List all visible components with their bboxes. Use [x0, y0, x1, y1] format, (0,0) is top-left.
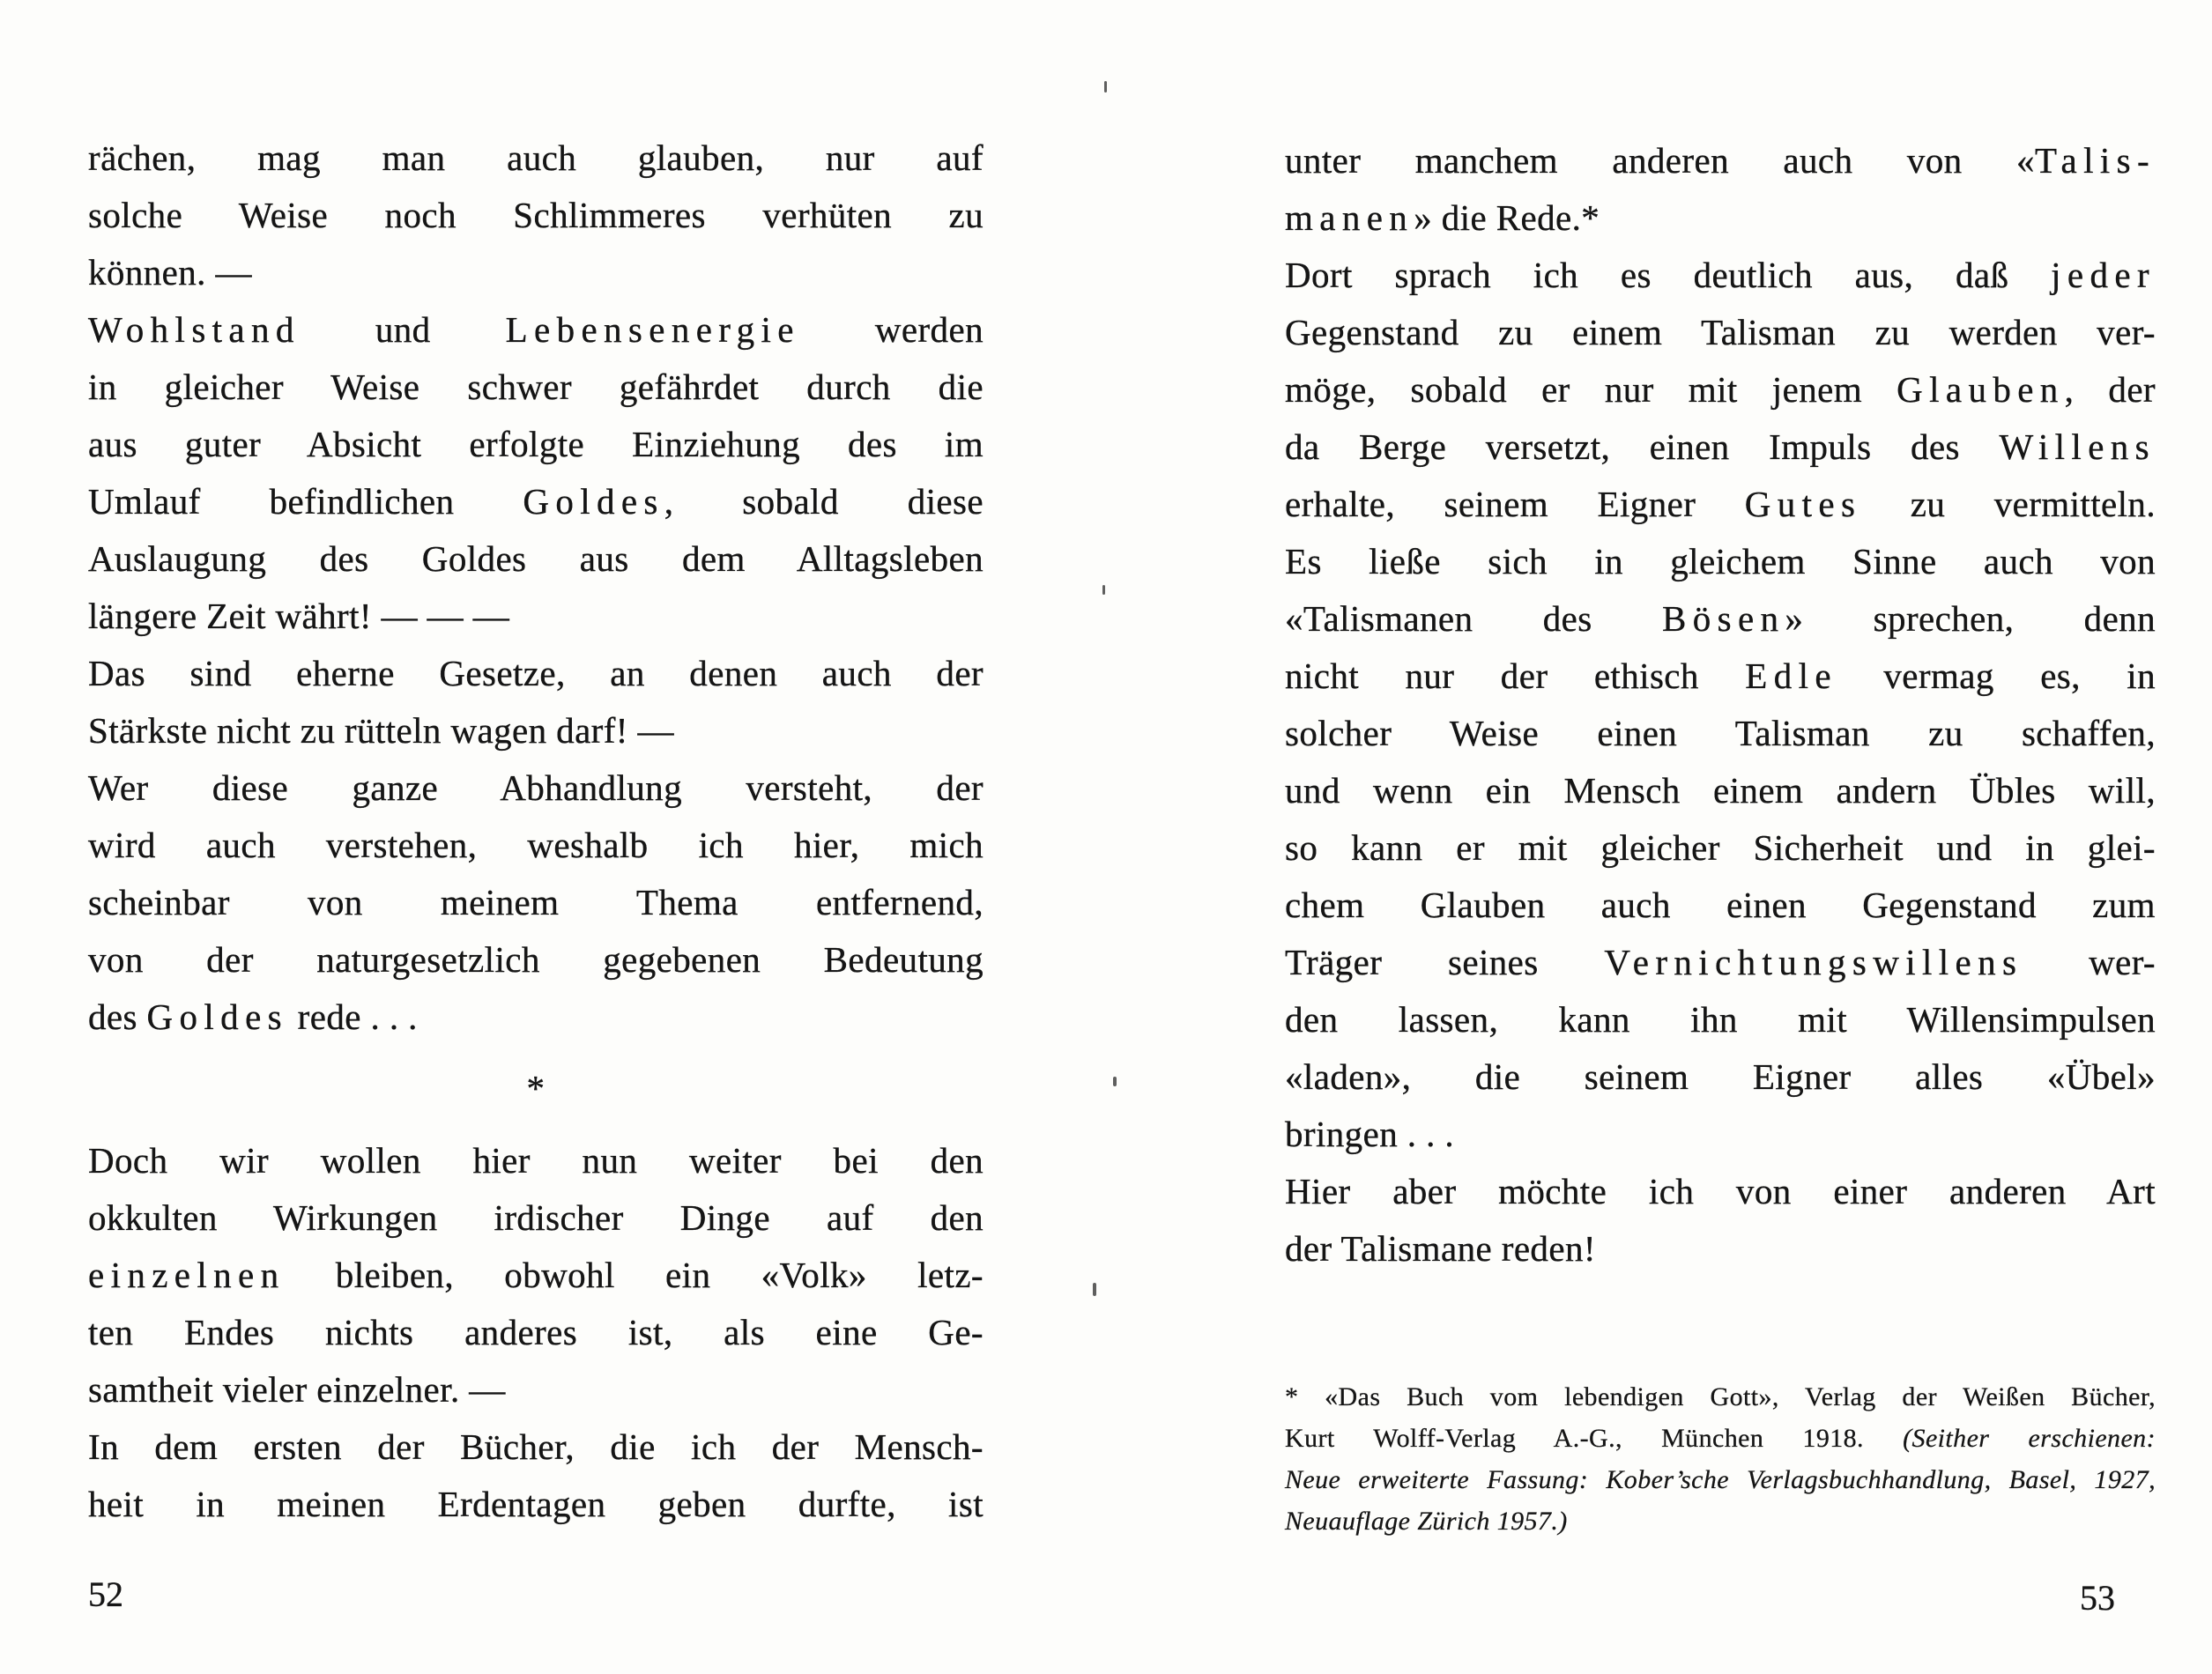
text-line — [88, 359, 984, 416]
text-line — [1285, 590, 2156, 648]
text-line — [88, 702, 984, 759]
letterspaced-word: Vernichtungswillens — [1604, 942, 2023, 982]
text-segment: des — [88, 996, 147, 1037]
text-line — [88, 1189, 984, 1247]
text-segment: okkulten Wirkungen irdischer Dinge auf den — [88, 1197, 984, 1238]
text-segment: der Talismane reden! — [1285, 1228, 1596, 1269]
text-line — [88, 931, 984, 989]
text-segment: Dort sprach ich es deutlich aus, daß — [1285, 255, 2052, 295]
text-segment: werden — [799, 309, 984, 350]
italic-segment: Neuauflage Zürich 1957.) — [1285, 1507, 1568, 1536]
letterspaced-word: Bösen — [1662, 598, 1785, 639]
text-line — [1285, 418, 2156, 476]
text-segment: vermag es, in — [1837, 656, 2156, 696]
letterspaced-word: manen — [1285, 197, 1414, 238]
left-page-text — [88, 130, 984, 1533]
text-line — [88, 1304, 984, 1361]
text-line — [88, 989, 984, 1046]
letterspaced-word: Edle — [1745, 656, 1837, 696]
text-line — [1285, 361, 2156, 418]
text-segment: * «Das Buch vom lebendigen Gott», Verlag der Weißen Bücher, — [1285, 1382, 2156, 1411]
text-segment: zu vermitteln. — [1861, 484, 2156, 524]
text-line — [1285, 189, 2156, 247]
letterspaced-word: Glauben — [1897, 369, 2065, 410]
text-segment: «Talismanen des — [1285, 598, 1662, 639]
right-page-number: 53 — [2080, 1578, 2115, 1618]
text-segment: können. — — [88, 252, 252, 293]
text-segment: «laden», die seinem Eigner alles «Übel» — [1285, 1056, 2156, 1097]
text-segment: nicht nur der ethisch — [1285, 656, 1746, 696]
text-segment: möge, sobald er nur mit jenem — [1285, 369, 1897, 410]
text-segment: In dem ersten der Bücher, die ich der Mensch- — [88, 1426, 984, 1467]
scan-speck — [1093, 1283, 1096, 1296]
text-line — [88, 759, 984, 817]
text-line — [88, 473, 984, 530]
text-line — [88, 1132, 984, 1189]
italic-segment: (Seither erschienen: — [1903, 1424, 2156, 1453]
text-segment: wer- — [2023, 942, 2156, 982]
text-line — [1285, 476, 2156, 533]
text-line — [88, 1476, 984, 1533]
text-line — [1285, 1500, 2156, 1542]
text-segment: den lassen, kann ihn mit Willensimpulsen — [1285, 999, 2156, 1040]
text-line — [1285, 1376, 2156, 1418]
text-line — [1285, 247, 2156, 304]
text-segment: rächen, mag man auch glauben, nur auf — [88, 137, 984, 178]
text-segment: und wenn ein Mensch einem andern Übles will, — [1285, 770, 2156, 811]
scan-speck — [1113, 1077, 1117, 1086]
text-line — [88, 530, 984, 588]
text-segment: unter manchem anderen auch von « — [1285, 140, 2035, 181]
text-segment: solche Weise noch Schlimmeres verhüten zu — [88, 195, 984, 235]
right-page-text — [1285, 132, 2156, 1542]
text-segment: Träger seines — [1285, 942, 1605, 982]
text-line — [1285, 304, 2156, 361]
text-line — [1285, 648, 2156, 705]
text-line — [1285, 1418, 2156, 1459]
section-separator — [88, 1060, 984, 1117]
text-segment: scheinbar von meinem Thema entfernend, — [88, 882, 984, 922]
text-line — [1285, 132, 2156, 189]
text-line — [1285, 1220, 2156, 1278]
text-line — [1285, 819, 2156, 877]
text-line — [1285, 877, 2156, 934]
letterspaced-word: einzelnen — [88, 1255, 286, 1295]
text-line — [88, 244, 984, 301]
text-line — [1285, 762, 2156, 819]
text-segment: Hier aber möchte ich von einer anderen Art — [1285, 1171, 2156, 1211]
text-segment: bringen . . . — [1285, 1114, 1455, 1154]
right-page-main-text — [1285, 132, 2156, 1278]
text-segment: Stärkste nicht zu rütteln wagen darf! — — [88, 710, 674, 751]
left-page-number: 52 — [88, 1574, 123, 1614]
text-segment: erhalte, seinem Eigner — [1285, 484, 1745, 524]
letterspaced-word: jeder — [2051, 255, 2156, 295]
text-line — [88, 1247, 984, 1304]
italic-segment: Neue erweiterte Fassung: Kober’sche Verlagsbuchhandlung, Basel, 1927, — [1285, 1465, 2156, 1494]
text-segment: wird auch verstehen, weshalb ich hier, mich — [88, 825, 984, 865]
text-segment: von der naturgesetzlich gegebenen Bedeutung — [88, 939, 984, 980]
letterspaced-word: Gutes — [1744, 484, 1862, 524]
text-segment: so kann er mit gleicher Sicherheit und in glei- — [1285, 827, 2156, 868]
footnote — [1285, 1376, 2156, 1542]
letterspaced-word: Goldes — [523, 481, 664, 522]
text-line — [1285, 934, 2156, 991]
letterspaced-word: Lebensenergie — [505, 309, 800, 350]
text-segment: » die Rede.* — [1414, 197, 1600, 238]
text-line — [88, 416, 984, 473]
letterspaced-word: Wohlstand — [88, 309, 301, 350]
text-line — [88, 130, 984, 187]
text-line — [1285, 1048, 2156, 1106]
text-segment: in gleicher Weise schwer gefährdet durch die — [88, 367, 984, 407]
text-line — [88, 817, 984, 874]
text-segment: Es ließe sich in gleichem Sinne auch von — [1285, 541, 2156, 581]
text-segment: ten Endes nichts anderes ist, als eine Ge- — [88, 1312, 984, 1352]
text-line — [88, 588, 984, 645]
text-segment: Doch wir wollen hier nun weiter bei den — [88, 1140, 984, 1181]
scan-speck — [1102, 585, 1105, 595]
text-segment: » sprechen, denn — [1785, 598, 2156, 639]
letterspaced-word: Talis- — [2034, 140, 2156, 181]
text-segment: Auslaugung des Goldes aus dem Alltagsleben — [88, 538, 984, 579]
text-line — [1285, 991, 2156, 1048]
text-line — [88, 874, 984, 931]
text-line — [1285, 1163, 2156, 1220]
text-segment: heit in meinen Erdentagen geben durfte, ist — [88, 1484, 984, 1524]
text-segment: , der — [2064, 369, 2156, 410]
text-segment: * — [526, 1068, 546, 1108]
text-segment: bleiben, obwohl ein «Volk» letz- — [285, 1255, 984, 1295]
text-line — [1285, 533, 2156, 590]
text-line — [1285, 705, 2156, 762]
letterspaced-word: Goldes — [146, 996, 288, 1037]
right-page — [1106, 0, 2212, 1674]
text-segment: Wer diese ganze Abhandlung versteht, der — [88, 767, 984, 808]
letterspaced-word: Willens — [1999, 426, 2156, 467]
text-segment: rede . . . — [287, 996, 418, 1037]
text-segment: chem Glauben auch einen Gegenstand zum — [1285, 885, 2156, 925]
text-segment: aus guter Absicht erfolgte Einziehung des im — [88, 424, 984, 464]
text-line — [88, 187, 984, 244]
text-segment: längere Zeit währt! — — — — [88, 596, 510, 636]
text-segment: Das sind eherne Gesetze, an denen auch der — [88, 653, 984, 693]
text-line — [88, 1361, 984, 1418]
text-line — [1285, 1459, 2156, 1500]
text-segment: da Berge versetzt, einen Impuls des — [1285, 426, 2000, 467]
text-line — [88, 1418, 984, 1476]
text-line — [88, 645, 984, 702]
text-segment: und — [300, 309, 506, 350]
text-segment: Gegenstand zu einem Talisman zu werden ver- — [1285, 312, 2156, 352]
text-segment: Kurt Wolff-Verlag A.-G., München 1918. — [1285, 1424, 1904, 1453]
text-segment: solcher Weise einen Talisman zu schaffen, — [1285, 713, 2156, 753]
text-segment: samtheit vieler einzelner. — — [88, 1369, 506, 1410]
text-line — [88, 301, 984, 359]
text-segment: Umlauf befindlichen — [88, 481, 523, 522]
text-line — [1285, 1106, 2156, 1163]
text-segment: , sobald diese — [664, 481, 984, 522]
scan-speck — [1104, 81, 1107, 93]
